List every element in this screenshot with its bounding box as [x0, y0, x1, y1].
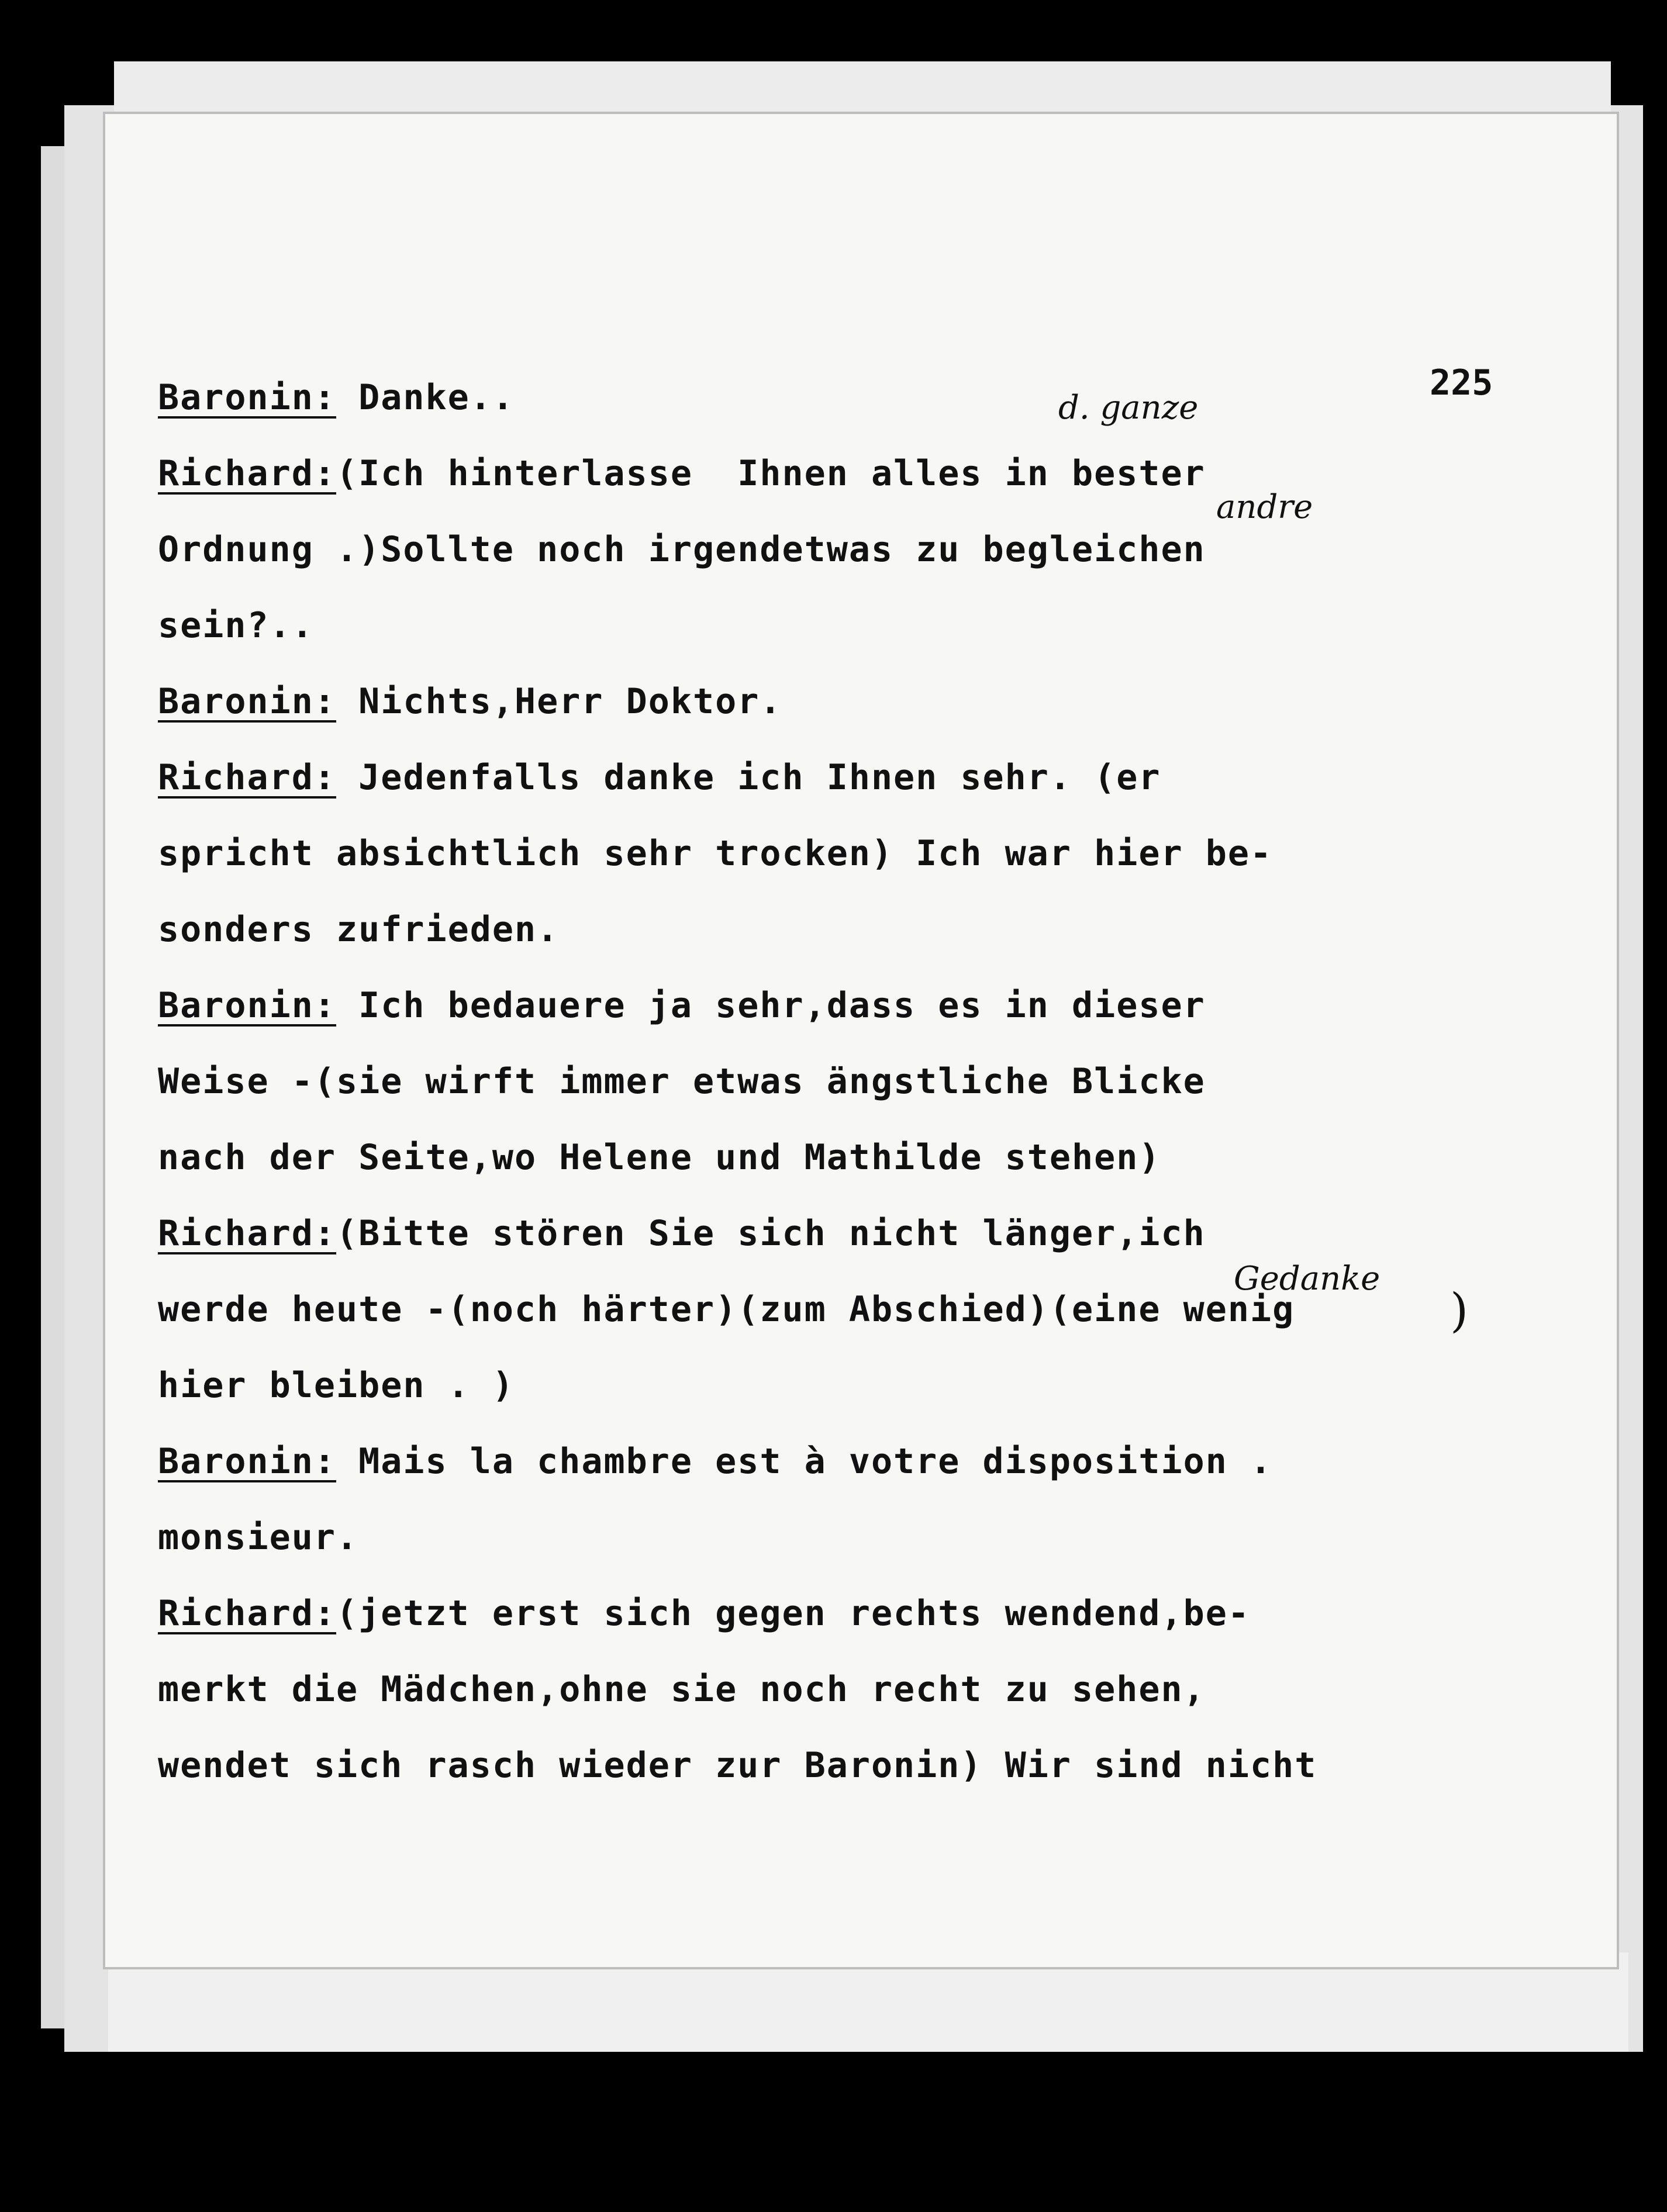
- speaker-name: Baronin:: [158, 985, 336, 1026]
- speaker-name: Richard:: [158, 453, 336, 494]
- script-line: [158, 1365, 515, 1406]
- dialogue-text: wendet sich rasch wieder zur Baronin) Wir sind nicht: [158, 1745, 1317, 1786]
- script-line: [158, 1289, 1295, 1330]
- speaker-name: Richard:: [158, 1593, 336, 1634]
- dialogue-text: hier bleiben . ): [158, 1365, 515, 1406]
- script-line: [158, 605, 314, 646]
- dialogue-text: spricht absichtlich sehr trocken) Ich war hier be-: [158, 833, 1273, 874]
- speaker-name: Baronin:: [158, 377, 336, 418]
- speaker-name: Richard:: [158, 1213, 336, 1254]
- script-line: [158, 681, 782, 722]
- dialogue-text: werde heute -(noch härter)(zum Abschied)(eine wenig: [158, 1289, 1295, 1330]
- script-line: [158, 985, 1206, 1026]
- speaker-name: Baronin:: [158, 1441, 336, 1482]
- handwritten-note-3: Gedanke: [1234, 1260, 1380, 1298]
- dialogue-text: (Bitte stören Sie sich nicht länger,ich: [336, 1213, 1206, 1254]
- script-line: [158, 833, 1272, 874]
- script-line: [158, 1593, 1250, 1634]
- script-line: [158, 1137, 1161, 1178]
- handwritten-note-1: d. ganze: [1058, 389, 1199, 427]
- dialogue-text: Jedenfalls danke ich Ihnen sehr. (er: [336, 757, 1161, 798]
- script-line: [158, 377, 515, 418]
- script-line: [158, 757, 1161, 798]
- dialogue-text: nach der Seite,wo Helene und Mathilde stehen): [158, 1137, 1161, 1178]
- dialogue-text: Ordnung .)Sollte noch irgendetwas zu begleichen: [158, 529, 1206, 570]
- dialogue-text: sonders zufrieden.: [158, 909, 560, 950]
- script-line: [158, 453, 1206, 494]
- speaker-name: Baronin:: [158, 681, 336, 722]
- script-line: [158, 1213, 1206, 1254]
- handwritten-note-2: andre: [1216, 488, 1313, 526]
- dialogue-text: Danke..: [336, 377, 515, 418]
- dialogue-text: Ich bedauere ja sehr,dass es in dieser: [336, 985, 1206, 1026]
- dialogue-text: (Ich hinterlasse Ihnen alles in bester: [336, 453, 1206, 494]
- dialogue-text: sein?..: [158, 605, 314, 646]
- dialogue-text: merkt die Mädchen,ohne sie noch recht zu sehen,: [158, 1669, 1206, 1710]
- script-line: [158, 529, 1206, 570]
- dialogue-text: (jetzt erst sich gegen rechts wendend,be-: [336, 1593, 1251, 1634]
- handwritten-parenthesis: ): [1450, 1283, 1469, 1337]
- dialogue-text: monsieur.: [158, 1517, 359, 1558]
- typescript-page: [105, 114, 1617, 1967]
- script-line: [158, 1061, 1206, 1102]
- script-line: [158, 1669, 1206, 1710]
- script-line: [158, 1745, 1317, 1786]
- script-line: [158, 1441, 1272, 1482]
- script-line: [158, 909, 559, 950]
- script-line: [158, 1517, 358, 1558]
- dialogue-text: Mais la chambre est à votre disposition .: [336, 1441, 1273, 1482]
- speaker-name: Richard:: [158, 757, 336, 798]
- lower-sheet: [108, 1952, 1628, 2052]
- dialogue-text: Weise -(sie wirft immer etwas ängstliche Blicke: [158, 1061, 1206, 1102]
- dialogue-text: Nichts,Herr Doktor.: [336, 681, 782, 722]
- page-number: 225: [1430, 362, 1493, 403]
